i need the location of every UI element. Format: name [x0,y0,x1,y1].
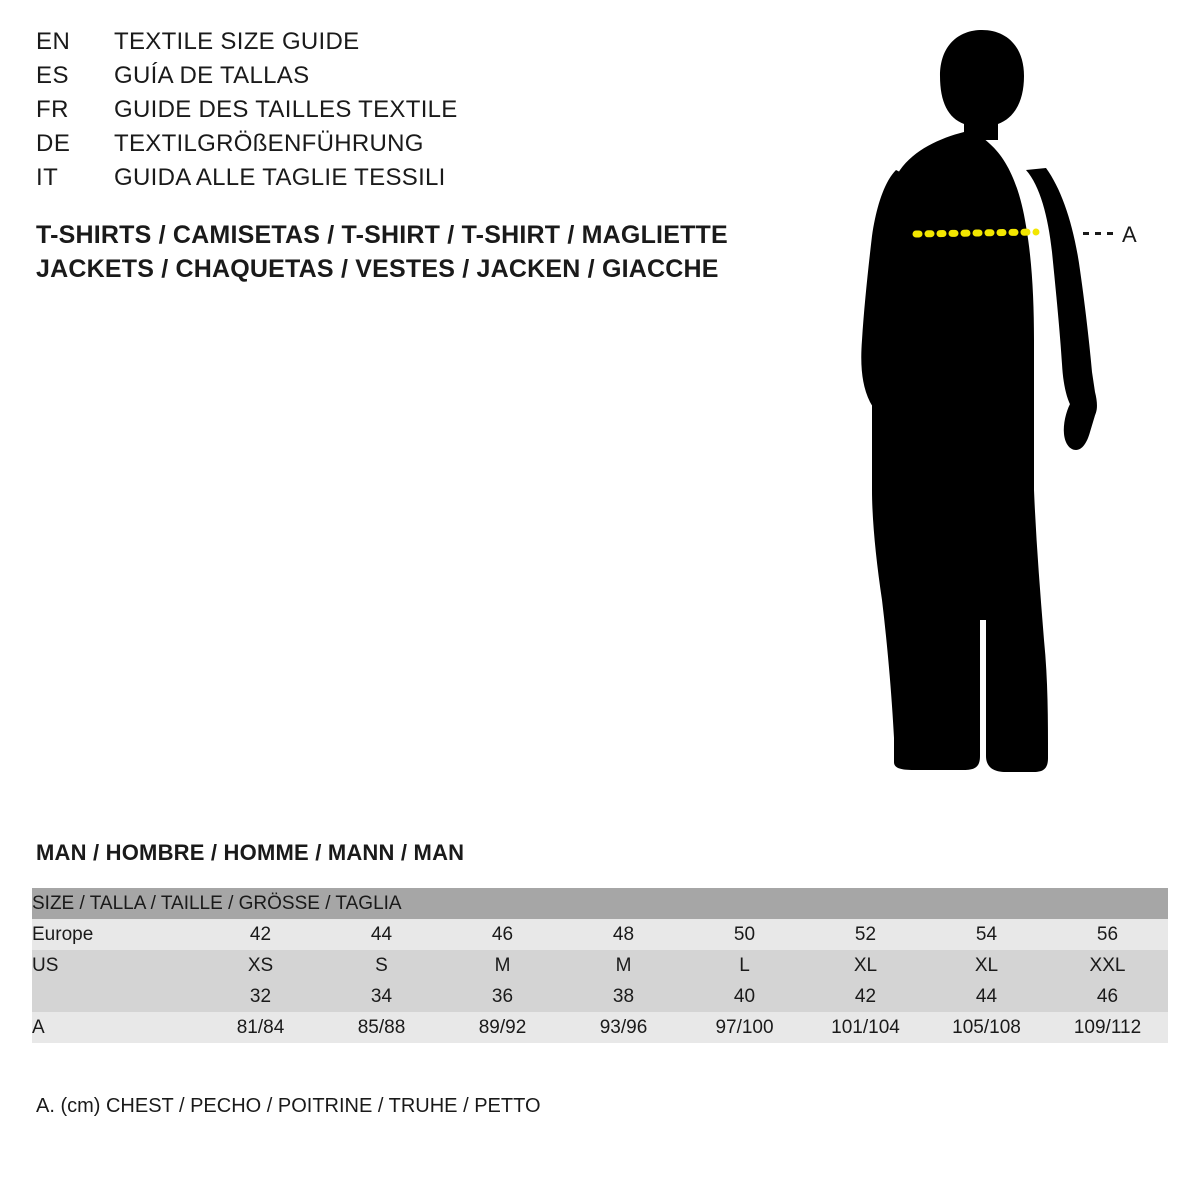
table-row [32,950,1168,981]
row-label-a: A [32,1012,200,1043]
cell-value: 85/88 [321,1012,442,1043]
cell-value: 93/96 [563,1012,684,1043]
table-row [32,919,1168,950]
table-header-label: SIZE / TALLA / TAILLE / GRÖSSE / TAGLIA [32,888,1168,919]
language-row [36,96,756,130]
cell-value: 97/100 [684,1012,805,1043]
cell-value: M [563,950,684,981]
cell-value: 38 [563,981,684,1012]
cell-value: XL [805,950,926,981]
cell-value: 54 [926,919,1047,950]
chest-marker-label: A [1122,222,1137,247]
section-title-man: MAN / HOMBRE / HOMME / MANN / MAN [36,840,465,865]
cell-value: 48 [563,919,684,950]
cell-value: XS [200,950,321,981]
row-label-us: US [32,950,200,981]
body-silhouette [861,30,1097,772]
language-row [36,28,756,62]
language-title: TEXTILGRÖßENFÜHRUNG [114,130,424,157]
cell-value: 105/108 [926,1012,1047,1043]
language-row [36,62,756,96]
cell-value: 40 [684,981,805,1012]
measurement-footnote: A. (cm) CHEST / PECHO / POITRINE / TRUHE / PETTO [36,1095,541,1117]
cell-value: 46 [442,919,563,950]
cell-value: 42 [805,981,926,1012]
row-label-blank [32,981,200,1012]
cell-value: 56 [1047,919,1168,950]
language-code: EN [36,28,71,55]
language-title: GUIDA ALLE TAGLIE TESSILI [114,164,446,191]
language-code: FR [36,96,69,123]
chest-measure-line [916,232,1036,234]
language-code: DE [36,130,71,157]
cell-value: 109/112 [1047,1012,1168,1043]
cell-value: 89/92 [442,1012,563,1043]
language-row [36,164,756,198]
cell-value: 36 [442,981,563,1012]
male-body-figure [830,20,1170,790]
language-title: GUIDE DES TAILLES TEXTILE [114,96,458,123]
category-jackets: JACKETS / CHAQUETAS / VESTES / JACKEN / GIACCHE [36,255,719,283]
cell-value: L [684,950,805,981]
cell-value: S [321,950,442,981]
language-title: GUÍA DE TALLAS [114,62,310,89]
language-code: ES [36,62,70,89]
language-header-block [36,28,756,198]
size-table [32,888,1168,1043]
garment-category-block [36,218,796,286]
language-row [36,130,756,164]
cell-value: 44 [926,981,1047,1012]
cell-value: 52 [805,919,926,950]
row-label-europe: Europe [32,919,200,950]
cell-value: 44 [321,919,442,950]
cell-value: 42 [200,919,321,950]
language-title: TEXTILE SIZE GUIDE [114,28,360,55]
cell-value: 32 [200,981,321,1012]
category-tshirts: T-SHIRTS / CAMISETAS / T-SHIRT / T-SHIRT / MAGLIETTE [36,221,728,249]
cell-value: XXL [1047,950,1168,981]
table-row [32,1012,1168,1043]
table-header-row [32,888,1168,919]
cell-value: M [442,950,563,981]
cell-value: 46 [1047,981,1168,1012]
cell-value: XL [926,950,1047,981]
language-code: IT [36,164,59,191]
cell-value: 81/84 [200,1012,321,1043]
cell-value: 101/104 [805,1012,926,1043]
cell-value: 34 [321,981,442,1012]
chest-marker-dashes [1083,232,1115,235]
table-row [32,981,1168,1012]
cell-value: 50 [684,919,805,950]
